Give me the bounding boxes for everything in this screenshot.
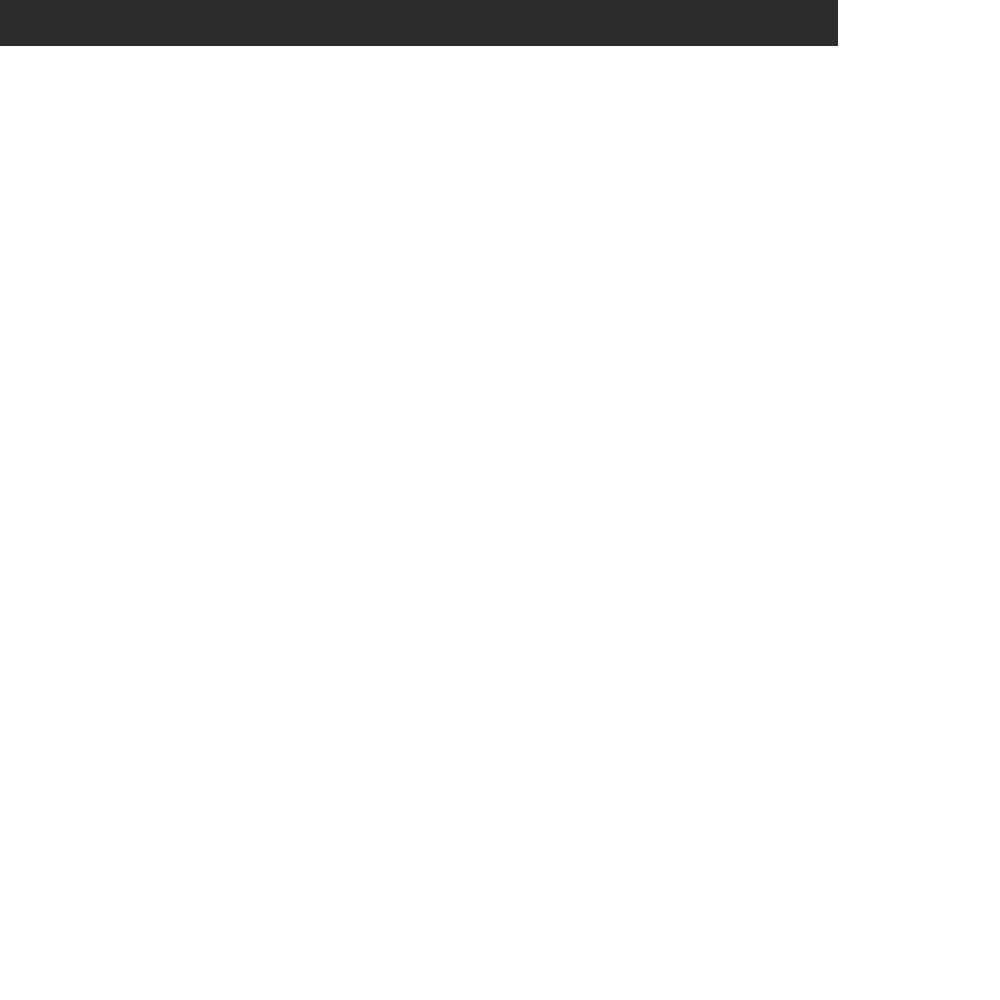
title-bar	[0, 0, 838, 46]
